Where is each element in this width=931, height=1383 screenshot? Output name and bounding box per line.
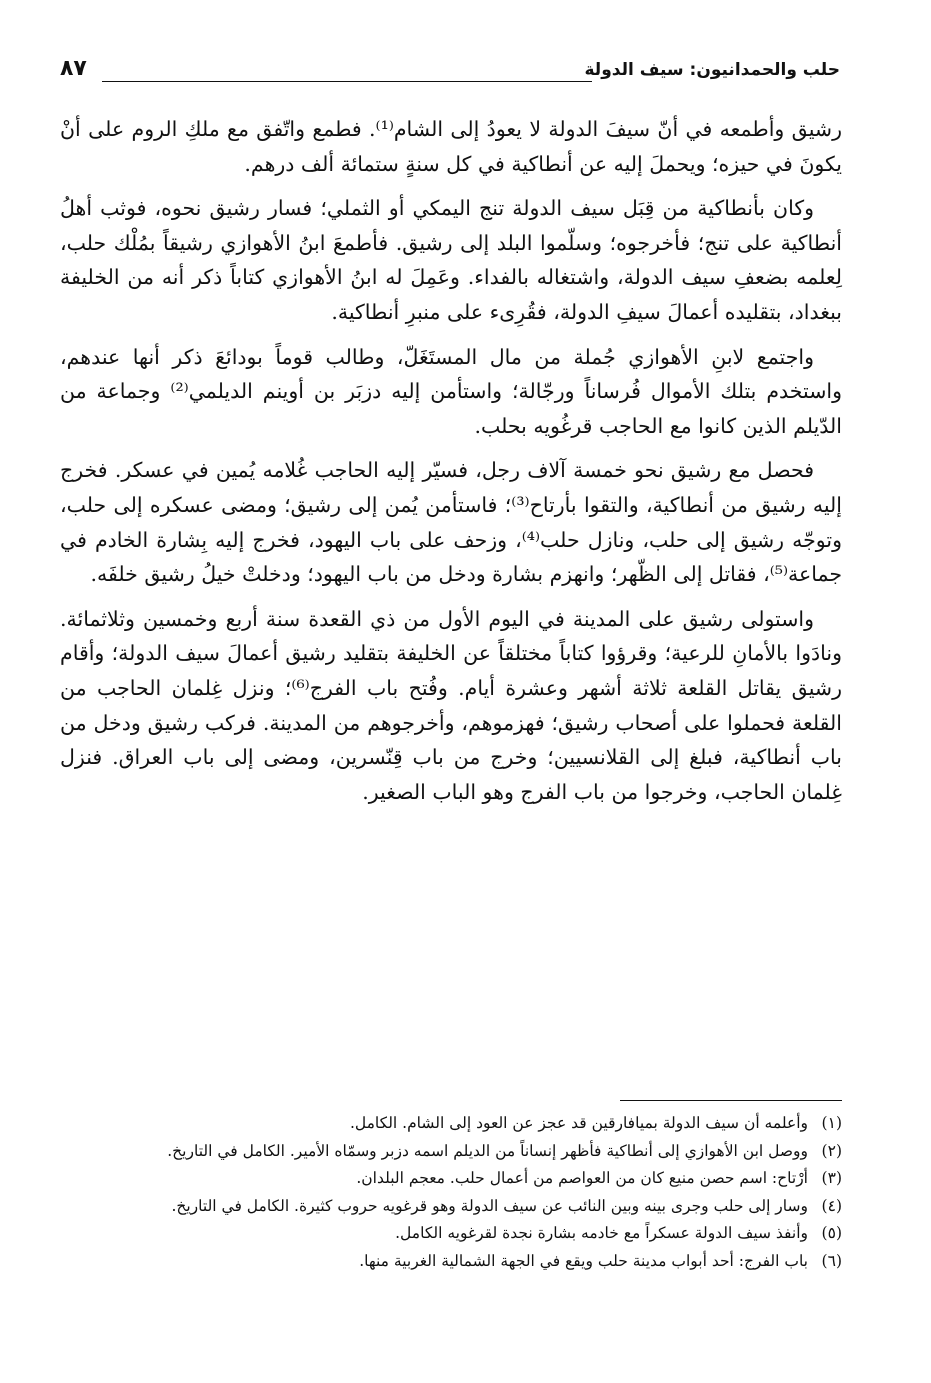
footnote-separator	[620, 1100, 842, 1101]
footnote-5	[60, 1220, 842, 1248]
footnote-number: (٢)	[821, 1141, 842, 1160]
footnote-4	[60, 1193, 842, 1221]
footnotes	[60, 1110, 842, 1275]
paragraph-1: رشيق وأطمعه في أنّ سيفَ الدولة لا يعودُ إلى الشام⁽¹⁾. فطمع واتّفق مع ملكِ الروم على أنْ يكونَ في حيزه؛ ويحملَ إليه عن أنطاكية في كل سنةٍ ستمائة ألف درهم.	[60, 117, 842, 176]
footnote-number: (٥)	[821, 1224, 842, 1242]
footnote-1	[60, 1110, 842, 1138]
footnote-text: وسار إلى حلب وجرى بينه وبين النائب عن سيف الدولة وهو قرغويه حروب كثيرة. الكامل في التاريخ.	[171, 1196, 808, 1215]
paragraph-3: واجتمع لابنِ الأهوازي جُملة من مال المستَغَلّ، وطالب قوماً بودائعَ ذكر أنها عندهم، واستخدم بتلك الأموال فُرساناً ورجّالة؛ واستأمن إليه دزبَر بن أوينم الديلمي⁽²⁾ وجماعة من الدّيلم الذين كانوا مع الحاجب قرغُويه بحلب.	[60, 344, 842, 438]
footnote-text: أرْتاح: اسم حصن منيع كان من العواصم من أعمال حلب. معجم البلدان.	[356, 1169, 808, 1187]
main-text	[60, 112, 842, 819]
paragraph-5: واستولى رشيق على المدينة في اليوم الأول من ذي القعدة سنة أربع وخمسين وثلاثمائة. ونادَوا بالأمانِ للرعية؛ وقرؤوا كتاباً مختلقاً عن الخليفة بتقليد رشيق أعمالَ سيف الدولة؛ وأقام رشيق يقاتل القلعة ثلاثة أشهر وعشرة أيام. وفُتح باب الفرج⁽⁶⁾؛ ونزل غِلمان الحاجب من القلعة فحملوا على أصحاب رشيق؛ فهزموهم، وأخرجوهم من المدينة. فركب رشيق ودخل من باب أنطاكية، فبلغ إلى القلانسيين؛ وخرج من باب قِنّسرين، ومضى إلى باب العراق. فنزل غِلمان الحاجب، وخرجوا من باب الفرج وهو الباب الصغير.	[60, 606, 842, 804]
footnote-number: (٣)	[821, 1169, 842, 1187]
footnote-number: (٦)	[821, 1251, 842, 1270]
page-header	[60, 58, 840, 92]
footnote-2	[60, 1138, 842, 1166]
paragraph-2: وكان بأنطاكية من قِبَل سيف الدولة تنج اليمكي أو الثملي؛ فسار رشيق نحوه، فوثب أهلُ أنطاكية على تنج؛ فأخرجوه؛ وسلّموا البلد إلى رشيق. فأطمعَ ابنُ الأهوازي رشيقاً بمُلْك حلب، لِعلمه بضعفِ سيف الدولة، واشتغاله بالفداء. وعَمِلَ له ابنُ الأهوازي كتاباً ذكر أنه من الخليفة ببغداد، بتقليده أعمالَ سيفِ الدولة، فقُرِىء على منبرِ أنطاكية.	[60, 196, 842, 324]
footnote-text: ووصل ابن الأهوازي إلى أنطاكية فأظهر إنساناً من الديلم اسمه دزبر وسمّاه الأمير. الكامل في التاريخ.	[167, 1141, 808, 1160]
footnote-number: (١)	[821, 1114, 842, 1132]
page-number: ٨٧	[60, 56, 87, 81]
running-title: حلب والحمدانيون: سيف الدولة	[584, 60, 840, 80]
footnote-text: وأعلمه أن سيف الدولة بميافارقين قد عجز عن العود إلى الشام. الكامل.	[349, 1114, 808, 1132]
paragraph-4: فحصل مع رشيق نحو خمسة آلاف رجل، فسيّر إليه الحاجب غُلامه يُمين في عسكر. فخرج إليه رشيق من أنطاكية، والتقوا بأرتاح⁽³⁾؛ فاستأمن يُمن إلى رشيق؛ ومضى عسكره إلى حلب، وتوجّه رشيق إلى حلب، ونازل حلب⁽⁴⁾، وزحف على باب اليهود، فخرج إليه بِشارة الخادم في جماعة⁽⁵⁾، فقاتل إلى الظّهر؛ وانهزم بشارة ودخل من باب اليهود؛ ودخلتْ خيلُ رشيق خلفَه.	[60, 458, 843, 587]
footnote-3	[60, 1165, 842, 1193]
footnote-text: باب الفرج: أحد أبواب مدينة حلب ويقع في الجهة الشمالية الغربية منها.	[359, 1251, 808, 1270]
footnote-6	[60, 1248, 842, 1276]
header-rule	[102, 81, 592, 82]
footnote-number: (٤)	[821, 1196, 842, 1215]
footnote-text: وأنفذ سيف الدولة عسكراً مع خادمه بشارة نجدة لقرغويه الكامل.	[395, 1224, 808, 1242]
